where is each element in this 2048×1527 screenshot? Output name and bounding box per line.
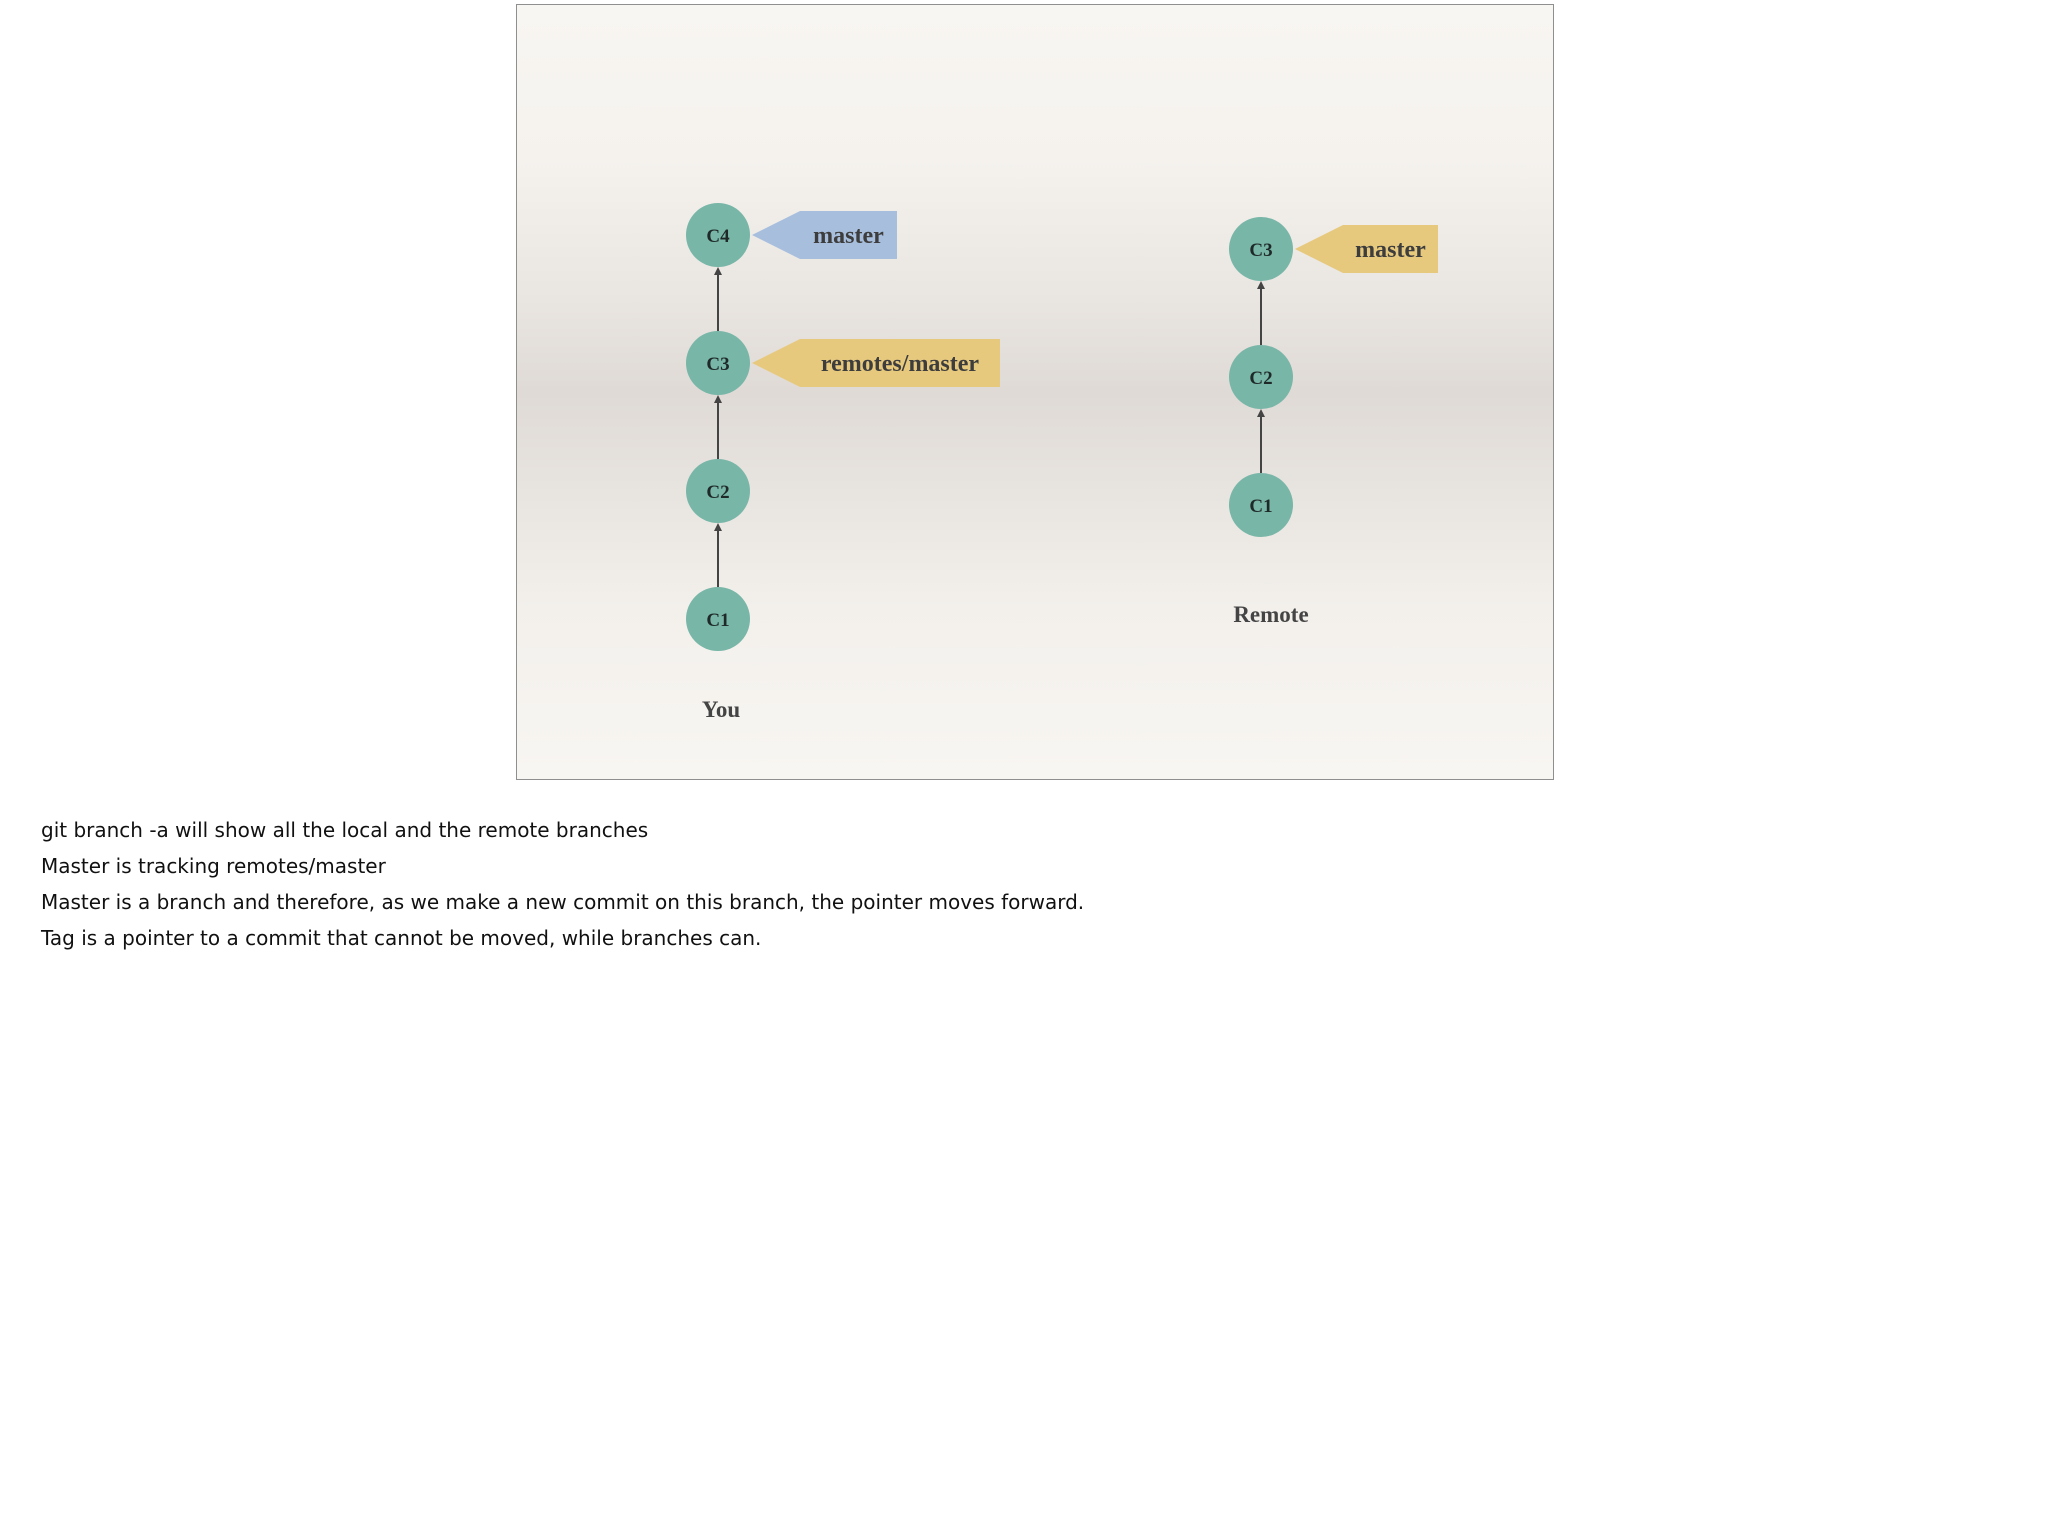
remote-pointer-label-master: master — [1355, 237, 1426, 263]
local-commit-label-c4: C4 — [706, 226, 730, 247]
note-line-1: git branch -a will show all the local and the remote branches — [41, 818, 649, 842]
remote-commit-label-c3: C3 — [1249, 240, 1273, 261]
local-pointer-label-remotes-master: remotes/master — [820, 351, 980, 377]
speaker-notes — [41, 812, 1841, 956]
git-branch-diagram — [517, 5, 1554, 780]
remote-repo-graph — [1229, 217, 1438, 537]
note-line-3: Master is a branch and therefore, as we make a new commit on this branch, the pointer moves forward. — [41, 890, 1085, 914]
local-pointer-label-master: master — [813, 223, 884, 249]
slide-panel — [516, 4, 1554, 780]
note-line-4: Tag is a pointer to a commit that cannot be moved, while branches can. — [41, 926, 762, 950]
remote-label: Remote — [1233, 602, 1309, 627]
you-label: You — [701, 697, 741, 722]
local-repo-graph — [686, 203, 1000, 651]
local-commit-label-c3: C3 — [706, 354, 730, 375]
remote-commit-label-c1: C1 — [1249, 496, 1273, 517]
remote-commit-label-c2: C2 — [1249, 368, 1273, 389]
note-line-2: Master is tracking remotes/master — [41, 854, 386, 878]
local-commit-label-c2: C2 — [706, 482, 730, 503]
local-commit-label-c1: C1 — [706, 610, 730, 631]
